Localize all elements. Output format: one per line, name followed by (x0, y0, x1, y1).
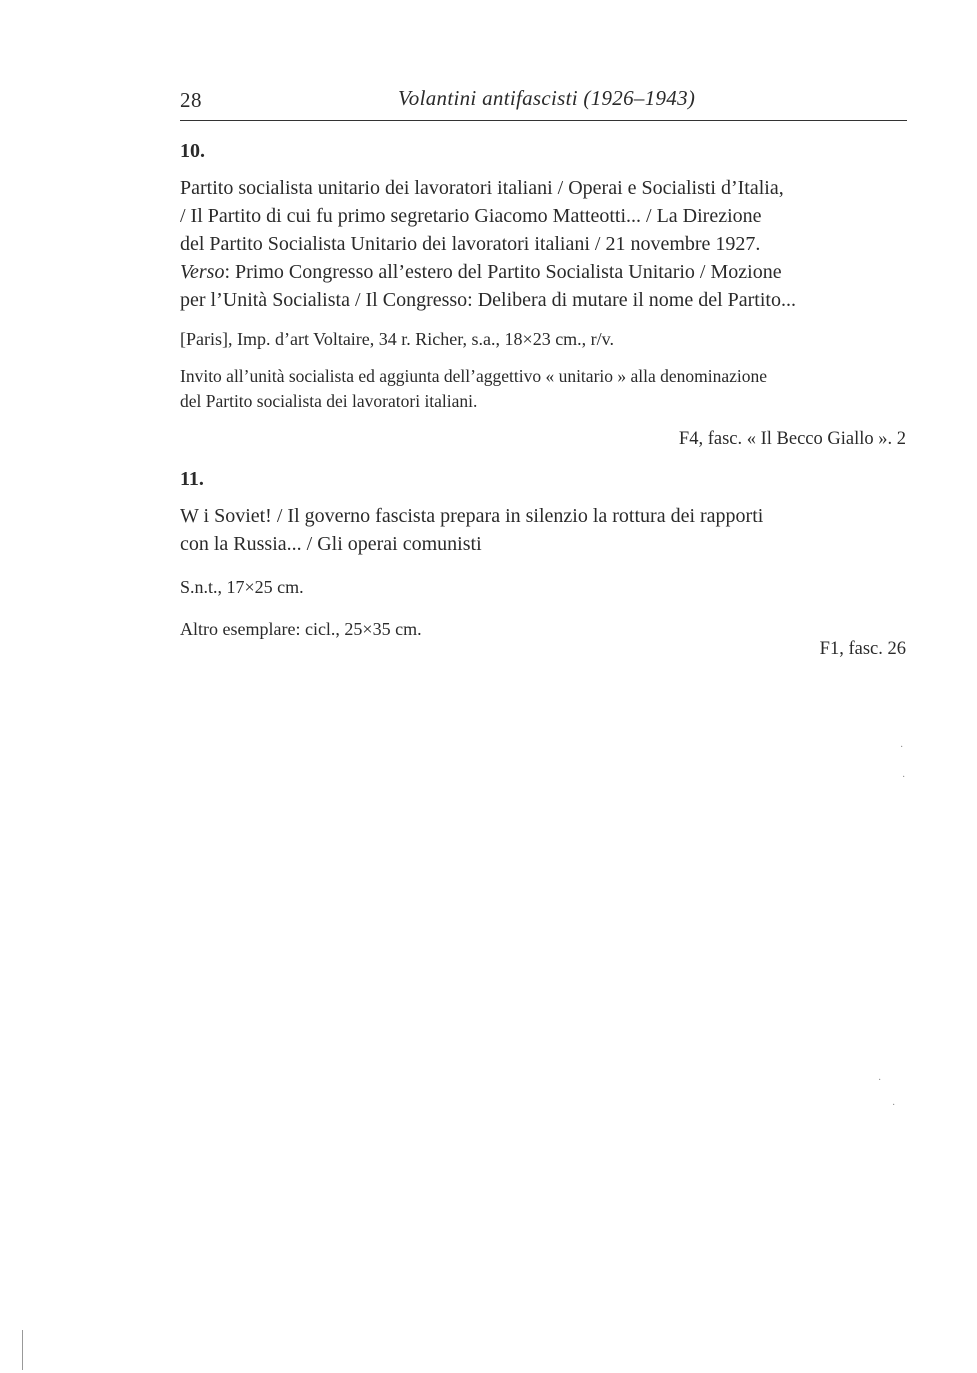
scan-speck: · (892, 1100, 896, 1111)
entry-title-line: con la Russia... / Gli operai comunisti (180, 533, 482, 555)
scan-speck: · (900, 742, 904, 753)
entry-title-line: del Partito Socialista Unitario dei lavoratori italiani / 21 novembre 1927. (180, 233, 761, 255)
entry-title-line: Partito socialista unitario dei lavoratori italiani / Operai e Socialisti d’Italia, (180, 177, 784, 199)
entry-number: 10. (180, 140, 205, 162)
page-number: 28 (180, 88, 202, 112)
entry-note-line: del Partito socialista dei lavoratori italiani. (180, 391, 478, 411)
verso-line (180, 258, 910, 286)
entry-title-line: / Il Partito di cui fu primo segretario Giacomo Matteotti... / La Direzione (180, 205, 762, 227)
scan-speck: · (878, 1075, 882, 1086)
scan-speck: · (902, 772, 906, 783)
verso-label: Verso (180, 261, 225, 283)
archive-location: F4, fasc. « Il Becco Giallo ». 2 (678, 429, 906, 449)
publication-info: [Paris], Imp. d’art Voltaire, 34 r. Richer, s.a., 18×23 cm., r/v. (180, 329, 615, 349)
archive-location: F1, fasc. 26 (819, 639, 906, 659)
catalog-entry-10 (180, 140, 910, 452)
running-head (180, 86, 907, 121)
other-copy-info: Altro esemplare: cicl., 25×35 cm. (180, 619, 422, 639)
entry-note-line: Invito all’unità socialista ed aggiunta dell’aggettivo « unitario » alla denominazione (180, 366, 768, 386)
verso-line: per l’Unità Socialista / Il Congresso: Delibera di mutare il nome del Partito... (180, 289, 796, 311)
catalog-entry-11 (180, 468, 910, 662)
entry-title-line: W i Soviet! / Il governo fascista prepara in silenzio la rottura dei rapporti (180, 505, 764, 527)
entry-number: 11. (180, 468, 204, 490)
running-title: Volantini antifascisti (1926–1943) (398, 86, 696, 110)
scan-edge-mark (22, 1330, 23, 1370)
publication-info: S.n.t., 17×25 cm. (180, 577, 304, 597)
verso-text: : Primo Congresso all’estero del Partito Socialista Unitario / Mozione (224, 261, 782, 283)
